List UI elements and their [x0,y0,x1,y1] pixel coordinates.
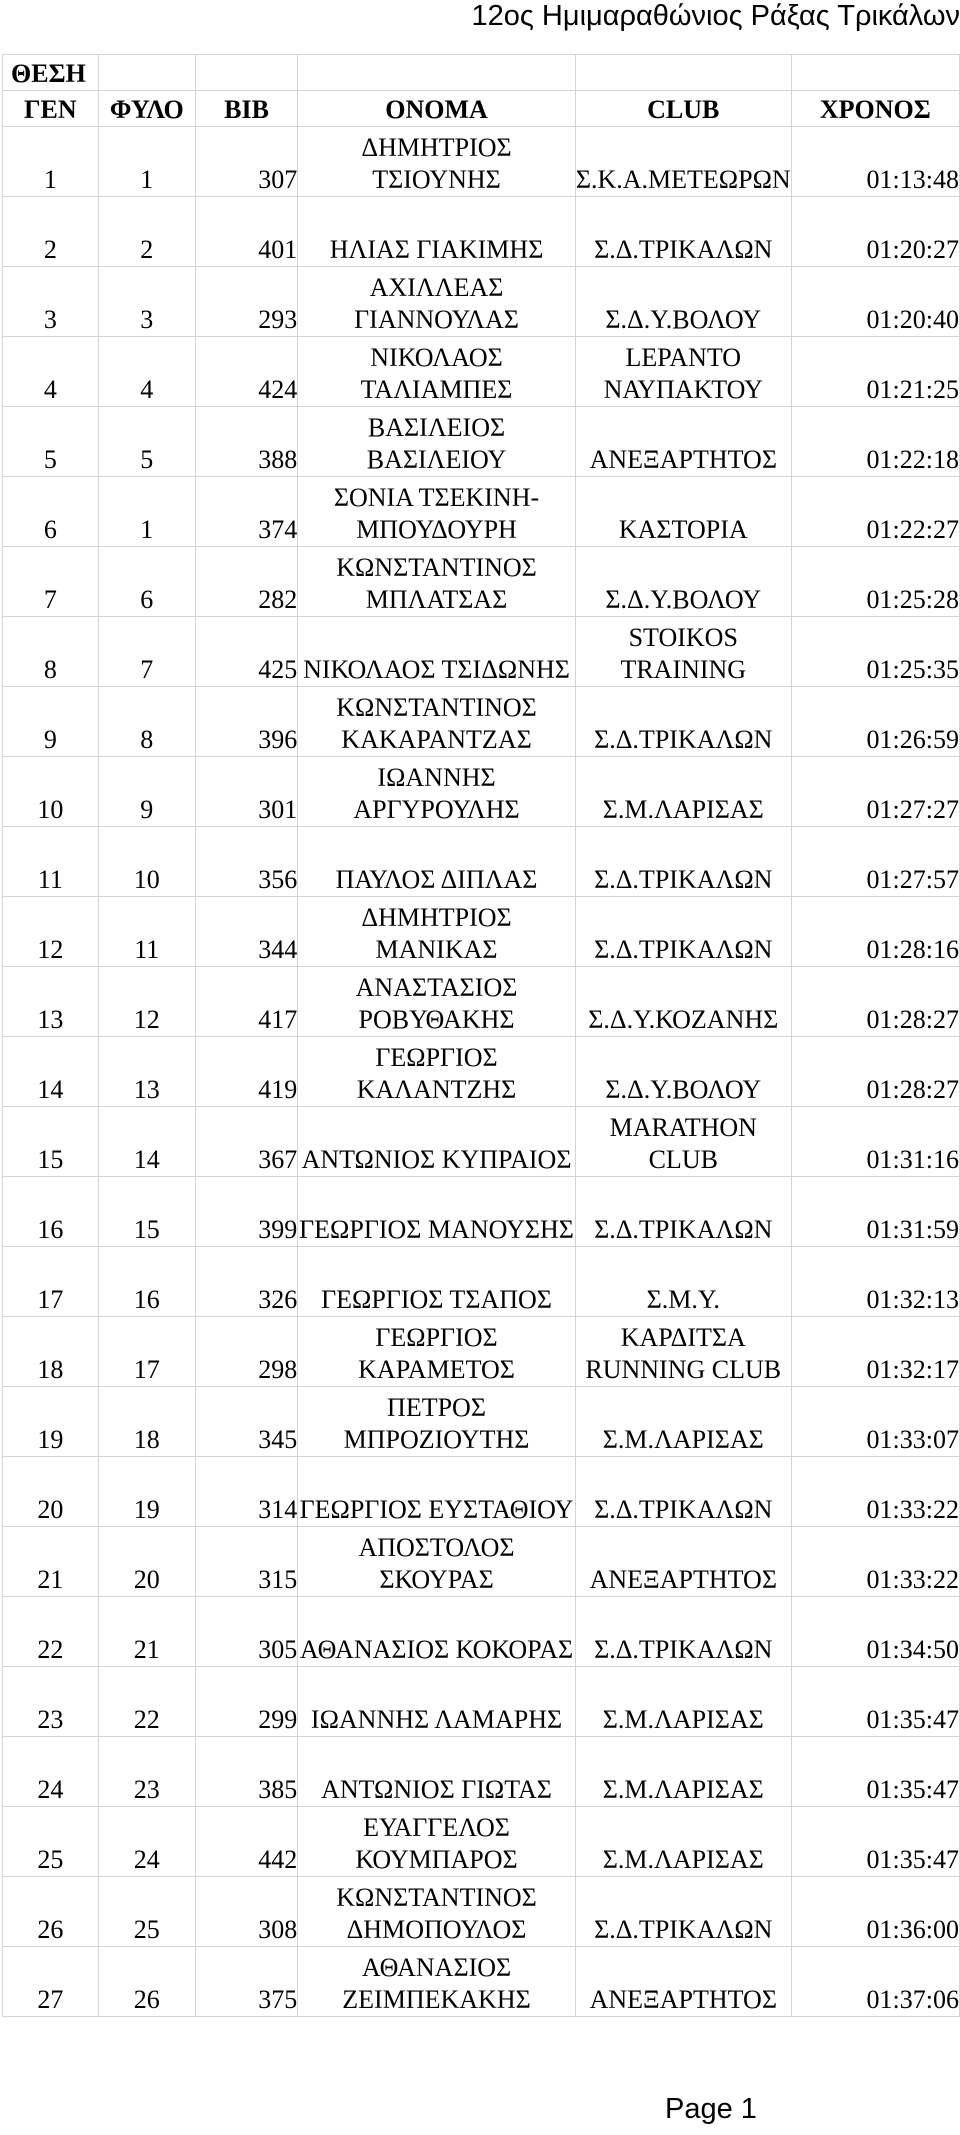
cell-fylo: 13 [98,1037,195,1107]
cell-gen: 6 [3,477,99,547]
cell-gen: 25 [3,1807,99,1877]
cell-fylo: 7 [98,617,195,687]
cell-time: 01:21:25 [791,337,959,407]
cell-club: Σ.Μ.ΛΑΡΙΣΑΣ [575,1387,791,1457]
header-fylo: ΦΥΛΟ [98,91,195,127]
cell-bib: 299 [195,1667,297,1737]
cell-gen: 2 [3,197,99,267]
cell-club: Σ.Μ.ΛΑΡΙΣΑΣ [575,1737,791,1807]
cell-gen: 1 [3,127,99,197]
cell-time: 01:22:27 [791,477,959,547]
table-row [3,1527,960,1597]
cell-fylo: 10 [98,827,195,897]
cell-club: Σ.Δ.Υ.ΚΟΖΑΝΗΣ [575,967,791,1037]
cell-name: ΒΑΣΙΛΕΙΟΣ ΒΑΣΙΛΕΙΟΥ [298,407,576,477]
cell-bib: 293 [195,267,297,337]
cell-fylo: 18 [98,1387,195,1457]
page-title: 12ος Ημιμαραθώνιος Ράξας Τρικάλων [471,0,960,32]
cell-fylo: 21 [98,1597,195,1667]
table-row [3,1317,960,1387]
cell-time: 01:33:22 [791,1527,959,1597]
cell-name: ΑΘΑΝΑΣΙΟΣ ΚΟΚΟΡΑΣ [298,1597,576,1667]
cell-time: 01:33:07 [791,1387,959,1457]
table-row [3,1107,960,1177]
results-table [2,54,960,2017]
cell-name: ΑΘΑΝΑΣΙΟΣ ΖΕΙΜΠΕΚΑΚΗΣ [298,1947,576,2017]
cell-time: 01:35:47 [791,1737,959,1807]
table-row [3,197,960,267]
cell-gen: 10 [3,757,99,827]
cell-fylo: 26 [98,1947,195,2017]
cell-name: ΔΗΜΗΤΡΙΟΣ ΤΣΙΟΥΝΗΣ [298,127,576,197]
cell-fylo: 17 [98,1317,195,1387]
cell-gen: 26 [3,1877,99,1947]
cell-name: ΙΩΑΝΝΗΣ ΛΑΜΑΡΗΣ [298,1667,576,1737]
cell-name: ΔΗΜΗΤΡΙΟΣ ΜΑΝΙΚΑΣ [298,897,576,967]
cell-fylo: 3 [98,267,195,337]
cell-gen: 23 [3,1667,99,1737]
cell-time: 01:20:40 [791,267,959,337]
cell-gen: 9 [3,687,99,757]
cell-name: ΣΟΝΙΑ ΤΣΕΚΙΝΗ-ΜΠΟΥΔΟΥΡΗ [298,477,576,547]
cell-time: 01:27:27 [791,757,959,827]
table-row [3,267,960,337]
cell-time: 01:28:16 [791,897,959,967]
cell-name: ΝΙΚΟΛΑΟΣ ΤΑΛΙΑΜΠΕΣ [298,337,576,407]
table-row [3,127,960,197]
cell-club: Σ.Δ.ΤΡΙΚΑΛΩΝ [575,897,791,967]
cell-name: ΚΩΝΣΤΑΝΤΙΝΟΣ ΚΑΚΑΡΑΝΤΖΑΣ [298,687,576,757]
cell-fylo: 1 [98,127,195,197]
cell-time: 01:32:17 [791,1317,959,1387]
cell-fylo: 22 [98,1667,195,1737]
table-row [3,1737,960,1807]
cell-bib: 417 [195,967,297,1037]
cell-name: ΚΩΝΣΤΑΝΤΙΝΟΣ ΜΠΛΑΤΣΑΣ [298,547,576,617]
cell-name: ΓΕΩΡΓΙΟΣ ΤΣΑΠΟΣ [298,1247,576,1317]
cell-fylo: 24 [98,1807,195,1877]
cell-bib: 282 [195,547,297,617]
cell-bib: 375 [195,1947,297,2017]
cell-bib: 388 [195,407,297,477]
cell-time: 01:22:18 [791,407,959,477]
table-row [3,967,960,1037]
cell-name: ΓΕΩΡΓΙΟΣ ΕΥΣΤΑΘΙΟΥ [298,1457,576,1527]
table-row [3,1597,960,1667]
table-row [3,1247,960,1317]
cell-time: 01:37:06 [791,1947,959,2017]
table-row [3,757,960,827]
cell-bib: 385 [195,1737,297,1807]
cell-club: Σ.Μ.ΛΑΡΙΣΑΣ [575,1807,791,1877]
table-row [3,547,960,617]
cell-bib: 315 [195,1527,297,1597]
cell-gen: 24 [3,1737,99,1807]
cell-time: 01:26:59 [791,687,959,757]
cell-club: Σ.Δ.ΤΡΙΚΑΛΩΝ [575,687,791,757]
cell-bib: 301 [195,757,297,827]
cell-bib: 419 [195,1037,297,1107]
cell-gen: 5 [3,407,99,477]
header-row-position [3,55,960,91]
cell-fylo: 12 [98,967,195,1037]
table-row [3,1177,960,1247]
cell-fylo: 25 [98,1877,195,1947]
cell-gen: 7 [3,547,99,617]
cell-gen: 13 [3,967,99,1037]
cell-gen: 18 [3,1317,99,1387]
cell-bib: 345 [195,1387,297,1457]
cell-time: 01:35:47 [791,1667,959,1737]
cell-bib: 356 [195,827,297,897]
table-row [3,897,960,967]
table-row [3,1457,960,1527]
cell-club: Σ.Μ.ΛΑΡΙΣΑΣ [575,757,791,827]
cell-bib: 298 [195,1317,297,1387]
cell-name: ΠΕΤΡΟΣ ΜΠΡΟΖΙΟΥΤΗΣ [298,1387,576,1457]
cell-club: Σ.Δ.ΤΡΙΚΑΛΩΝ [575,1177,791,1247]
cell-bib: 442 [195,1807,297,1877]
table-row [3,477,960,547]
cell-fylo: 23 [98,1737,195,1807]
cell-fylo: 11 [98,897,195,967]
cell-name: ΑΝΑΣΤΑΣΙΟΣ ΡΟΒΥΘΑΚΗΣ [298,967,576,1037]
header-name: ΟΝΟΜΑ [298,91,576,127]
cell-name: ΕΥΑΓΓΕΛΟΣ ΚΟΥΜΠΑΡΟΣ [298,1807,576,1877]
header-gen: ΓΕΝ [3,91,99,127]
cell-time: 01:36:00 [791,1877,959,1947]
table-row [3,1667,960,1737]
cell-fylo: 4 [98,337,195,407]
cell-club: STOIKOS TRAINING [575,617,791,687]
cell-time: 01:31:16 [791,1107,959,1177]
cell-bib: 367 [195,1107,297,1177]
cell-gen: 12 [3,897,99,967]
cell-fylo: 5 [98,407,195,477]
cell-name: ΗΛΙΑΣ ΓΙΑΚΙΜΗΣ [298,197,576,267]
cell-bib: 399 [195,1177,297,1247]
cell-bib: 326 [195,1247,297,1317]
cell-time: 01:31:59 [791,1177,959,1247]
cell-club: ΑΝΕΞΑΡΤΗΤΟΣ [575,1947,791,2017]
cell-time: 01:35:47 [791,1807,959,1877]
cell-gen: 27 [3,1947,99,2017]
cell-club: Σ.Δ.ΤΡΙΚΑΛΩΝ [575,1597,791,1667]
cell-club: Σ.Δ.Υ.ΒΟΛΟΥ [575,1037,791,1107]
header-club: CLUB [575,91,791,127]
cell-gen: 8 [3,617,99,687]
header-row-columns [3,91,960,127]
header-position: ΘΕΣΗ [3,55,99,91]
cell-fylo: 14 [98,1107,195,1177]
table-row [3,617,960,687]
table-row [3,1947,960,2017]
cell-bib: 424 [195,337,297,407]
cell-bib: 305 [195,1597,297,1667]
cell-name: ΑΧΙΛΛΕΑΣ ΓΙΑΝΝΟΥΛΑΣ [298,267,576,337]
cell-club: Σ.Δ.Υ.ΒΟΛΟΥ [575,267,791,337]
cell-time: 01:33:22 [791,1457,959,1527]
cell-club: Σ.Δ.ΤΡΙΚΑΛΩΝ [575,1457,791,1527]
cell-bib: 396 [195,687,297,757]
cell-fylo: 19 [98,1457,195,1527]
cell-club: Σ.Δ.ΤΡΙΚΑΛΩΝ [575,197,791,267]
cell-name: ΑΠΟΣΤΟΛΟΣ ΣΚΟΥΡΑΣ [298,1527,576,1597]
cell-name: ΝΙΚΟΛΑΟΣ ΤΣΙΔΩΝΗΣ [298,617,576,687]
cell-bib: 307 [195,127,297,197]
cell-time: 01:27:57 [791,827,959,897]
cell-name: ΑΝΤΩΝΙΟΣ ΚΥΠΡΑΙΟΣ [298,1107,576,1177]
cell-fylo: 1 [98,477,195,547]
cell-gen: 20 [3,1457,99,1527]
cell-fylo: 20 [98,1527,195,1597]
cell-name: ΓΕΩΡΓΙΟΣ ΚΑΛΑΝΤΖΗΣ [298,1037,576,1107]
cell-fylo: 6 [98,547,195,617]
cell-time: 01:20:27 [791,197,959,267]
cell-gen: 3 [3,267,99,337]
cell-club: ΑΝΕΞΑΡΤΗΤΟΣ [575,1527,791,1597]
cell-time: 01:34:50 [791,1597,959,1667]
cell-club: Σ.Δ.ΤΡΙΚΑΛΩΝ [575,827,791,897]
cell-fylo: 8 [98,687,195,757]
cell-club: Σ.Μ.Υ. [575,1247,791,1317]
header-bib: BIB [195,91,297,127]
cell-club: MARATHON CLUB [575,1107,791,1177]
cell-bib: 401 [195,197,297,267]
header-time: ΧΡΟΝΟΣ [791,91,959,127]
table-row [3,1037,960,1107]
cell-club: ΑΝΕΞΑΡΤΗΤΟΣ [575,407,791,477]
cell-fylo: 15 [98,1177,195,1247]
cell-time: 01:28:27 [791,967,959,1037]
cell-name: ΙΩΑΝΝΗΣ ΑΡΓΥΡΟΥΛΗΣ [298,757,576,827]
cell-gen: 17 [3,1247,99,1317]
cell-name: ΠΑΥΛΟΣ ΔΙΠΛΑΣ [298,827,576,897]
cell-gen: 4 [3,337,99,407]
cell-club: Σ.Μ.ΛΑΡΙΣΑΣ [575,1667,791,1737]
cell-time: 01:13:48 [791,127,959,197]
table-row [3,1807,960,1877]
cell-club: Σ.Δ.ΤΡΙΚΑΛΩΝ [575,1877,791,1947]
cell-time: 01:25:35 [791,617,959,687]
table-row [3,1387,960,1457]
cell-gen: 14 [3,1037,99,1107]
cell-bib: 374 [195,477,297,547]
cell-bib: 314 [195,1457,297,1527]
cell-name: ΓΕΩΡΓΙΟΣ ΚΑΡΑΜΕΤΟΣ [298,1317,576,1387]
cell-club: Σ.Κ.Α.ΜΕΤΕΩΡΩΝ [575,127,791,197]
cell-time: 01:25:28 [791,547,959,617]
cell-bib: 344 [195,897,297,967]
cell-club: ΚΑΣΤΟΡΙΑ [575,477,791,547]
cell-name: ΓΕΩΡΓΙΟΣ ΜΑΝΟΥΣΗΣ [298,1177,576,1247]
cell-gen: 16 [3,1177,99,1247]
cell-fylo: 2 [98,197,195,267]
table-row [3,407,960,477]
cell-gen: 21 [3,1527,99,1597]
cell-club: LEPANTO ΝΑΥΠΑΚΤΟΥ [575,337,791,407]
page-number: Page 1 [665,2093,757,2125]
cell-gen: 19 [3,1387,99,1457]
cell-time: 01:28:27 [791,1037,959,1107]
cell-bib: 308 [195,1877,297,1947]
cell-fylo: 9 [98,757,195,827]
cell-gen: 22 [3,1597,99,1667]
cell-name: ΚΩΝΣΤΑΝΤΙΝΟΣ ΔΗΜΟΠΟΥΛΟΣ [298,1877,576,1947]
results-body [3,127,960,2017]
cell-gen: 11 [3,827,99,897]
cell-name: ΑΝΤΩΝΙΟΣ ΓΙΩΤΑΣ [298,1737,576,1807]
table-row [3,337,960,407]
table-row [3,687,960,757]
cell-gen: 15 [3,1107,99,1177]
table-row [3,827,960,897]
cell-time: 01:32:13 [791,1247,959,1317]
cell-club: ΚΑΡΔΙΤΣΑ RUNNING CLUB [575,1317,791,1387]
cell-bib: 425 [195,617,297,687]
table-row [3,1877,960,1947]
cell-fylo: 16 [98,1247,195,1317]
cell-club: Σ.Δ.Υ.ΒΟΛΟΥ [575,547,791,617]
